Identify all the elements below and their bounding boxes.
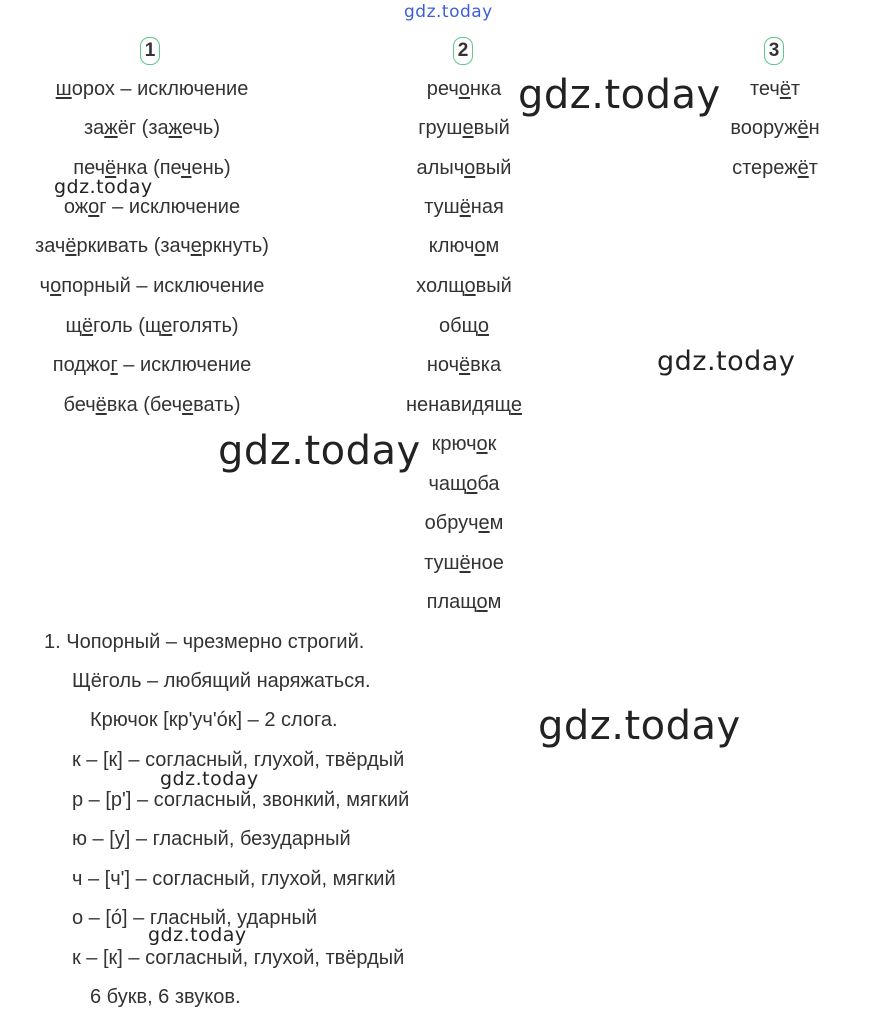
watermark: gdz.today [148, 924, 247, 946]
column-1-word: чопорный – исключение [39, 275, 265, 297]
explanation-line: 1. Чопорный – чрезмерно строгий. [44, 631, 365, 653]
column-3-word: вооружён [730, 117, 820, 139]
column-2-word: холщовый [416, 275, 512, 297]
column-2-word: ненавидяще [406, 394, 522, 416]
column-1-word: шорох – исключение [55, 78, 249, 100]
column-2-word: плащом [426, 591, 502, 613]
column-2-word: обручем [424, 512, 504, 534]
explanation-line: 6 букв, 6 звуков. [90, 986, 241, 1008]
column-2-number: 2 [453, 37, 473, 65]
column-1-word: зачёркивать (зачеркнуть) [35, 235, 269, 257]
watermark: gdz.today [518, 72, 721, 118]
explanation-line: к – [к] – согласный, глухой, твёрдый [72, 947, 405, 969]
column-3-word: течёт [749, 78, 801, 100]
watermark: gdz.today [218, 428, 421, 474]
watermark: gdz.today [54, 176, 153, 198]
column-2-word: ночёвка [426, 354, 502, 376]
column-2-word: алычовый [416, 157, 512, 179]
column-2-word: речонка [426, 78, 502, 100]
explanation-line: ч – [ч'] – согласный, глухой, мягкий [72, 868, 396, 890]
column-1-number: 1 [140, 37, 160, 65]
column-2-word: грушевый [418, 117, 510, 139]
explanation-line: Щёголь – любящий наряжаться. [72, 670, 371, 692]
explanation-line: Крючок [кр'уч'óк] – 2 слога. [90, 709, 338, 731]
column-2-word: чащоба [428, 473, 500, 495]
explanation-line: ю – [у] – гласный, безударный [72, 828, 351, 850]
watermark: gdz.today [657, 346, 796, 377]
column-2-word: крючок [431, 433, 497, 455]
column-3-number: 3 [764, 37, 784, 65]
column-1-word: щёголь (щеголять) [65, 315, 239, 337]
column-1-word: печёнка (печень) [73, 157, 231, 179]
watermark-top: gdz.today [404, 2, 493, 22]
explanation-line: р – [р'] – согласный, звонкий, мягкий [72, 789, 410, 811]
column-2-word: тушёное [424, 552, 504, 574]
column-1-word: бечёвка (бечевать) [63, 394, 241, 416]
column-2-word: общо [439, 315, 489, 337]
column-1-word: поджог – исключение [52, 354, 252, 376]
column-2-word: ключом [428, 235, 500, 257]
watermark: gdz.today [160, 768, 259, 790]
explanation-line: о – [ó] – гласный, ударный [72, 907, 318, 929]
column-3-word: стережёт [732, 157, 818, 179]
column-1-word: ожог – исключение [63, 196, 241, 218]
explanation-line: к – [к] – согласный, глухой, твёрдый [72, 749, 405, 771]
column-2-word: тушёная [424, 196, 504, 218]
watermark: gdz.today [538, 703, 741, 749]
column-1-word: зажёг (зажечь) [84, 117, 220, 139]
